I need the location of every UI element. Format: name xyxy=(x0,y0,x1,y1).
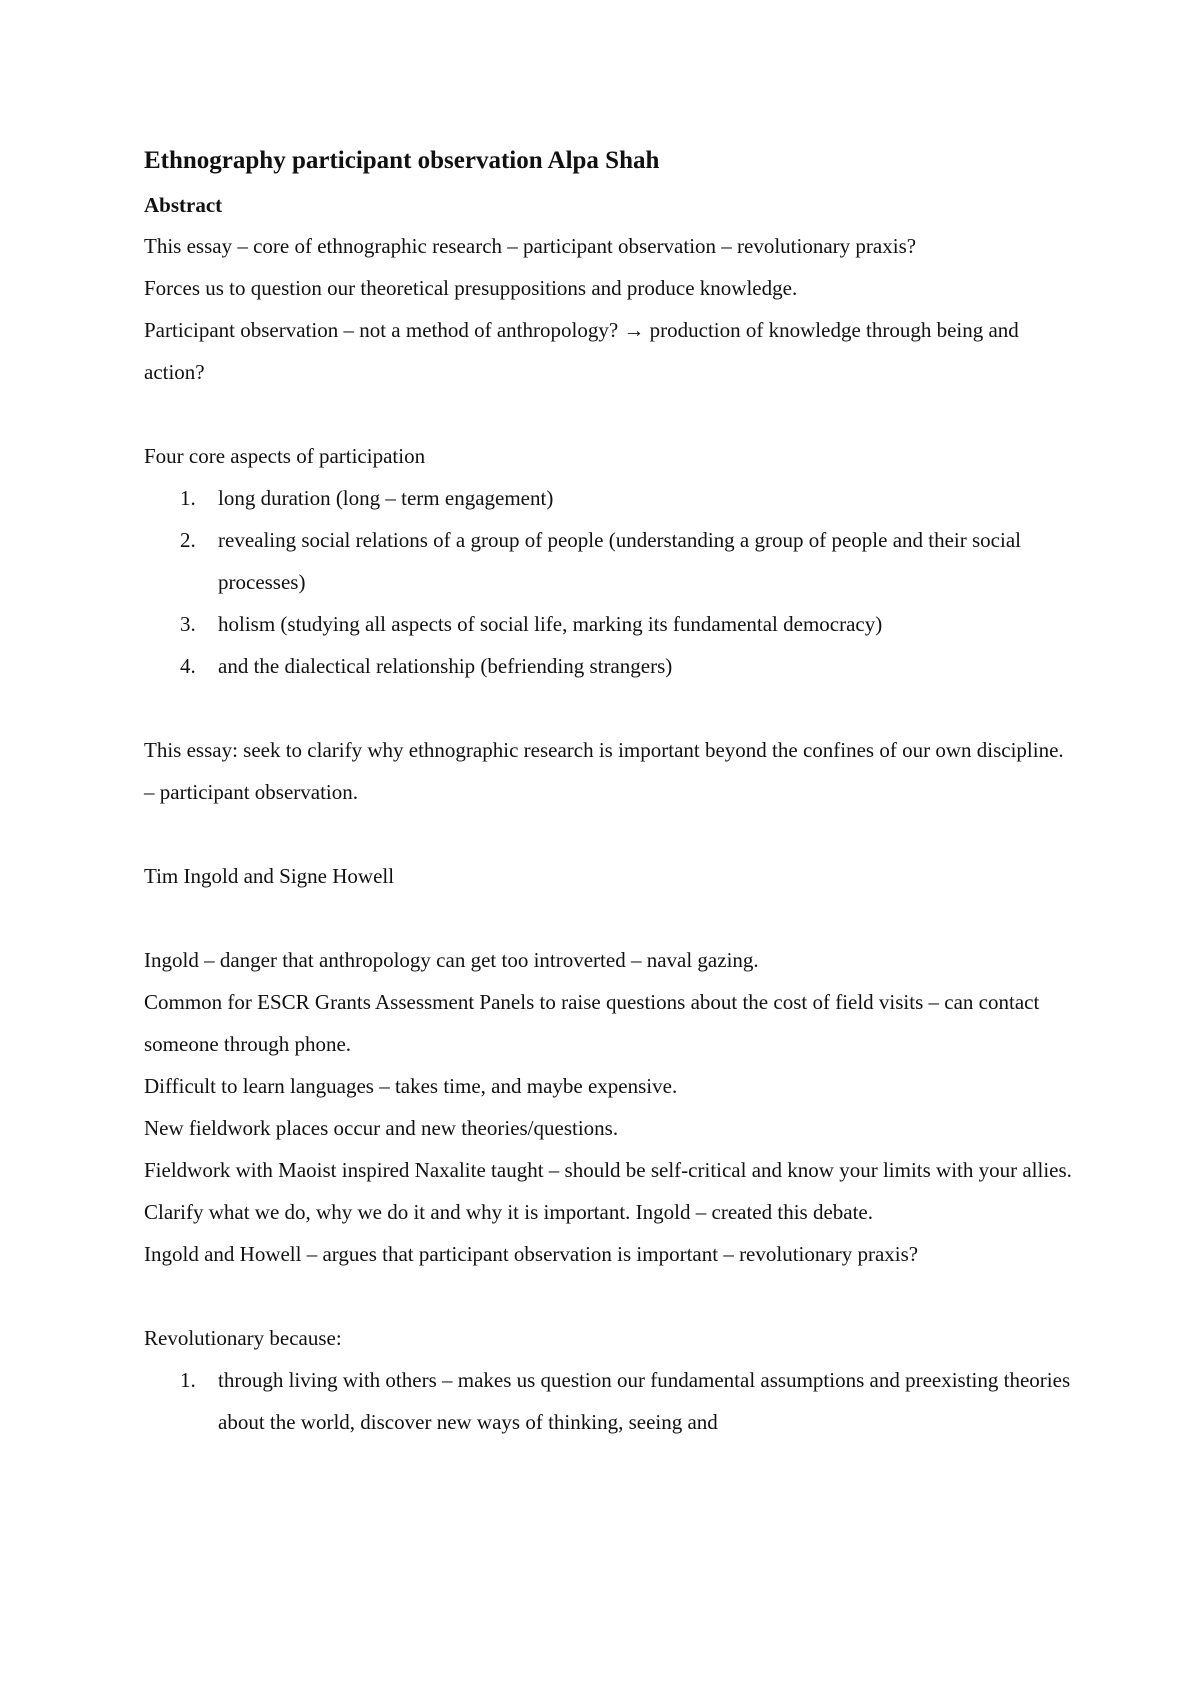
paragraph-line: Clarify what we do, why we do it and why it is important. Ingold – created this debate. xyxy=(144,1200,874,1224)
list-number: 3. xyxy=(180,612,196,636)
list-item-text: long duration (long – term engagement) xyxy=(218,486,554,510)
revolutionary-list xyxy=(144,1359,1074,1443)
abstract-line: Forces us to question our theoretical presuppositions and produce knowledge. xyxy=(144,276,798,300)
list-number: 4. xyxy=(180,654,196,678)
list-number: 2. xyxy=(180,528,196,552)
document-body xyxy=(144,141,1074,1443)
ingold-section xyxy=(144,939,1074,1275)
abstract-section xyxy=(144,225,1074,393)
aspects-intro: Four core aspects of participation xyxy=(144,444,426,468)
abstract-heading: Abstract xyxy=(144,193,223,217)
blank-line xyxy=(144,813,1074,855)
blank-line xyxy=(144,1275,1074,1317)
list-item xyxy=(144,1359,1074,1443)
blank-line xyxy=(144,897,1074,939)
aspects-list xyxy=(144,477,1074,687)
list-number: 1. xyxy=(180,1368,196,1392)
paragraph-line: Difficult to learn languages – takes time, and maybe expensive. xyxy=(144,1074,678,1098)
list-item-text: through living with others – makes us question our fundamental assumptions and preexisting theories about the world, discover new ways of thinking, seeing and xyxy=(218,1368,1071,1434)
paragraph-line: Fieldwork with Maoist inspired Naxalite taught – should be self-critical and know your limits with your allies. xyxy=(144,1158,1072,1182)
blank-line xyxy=(144,393,1074,435)
list-item xyxy=(144,519,1074,603)
list-item xyxy=(144,645,1074,687)
essay-aim-paragraph: This essay: seek to clarify why ethnographic research is important beyond the confines of our own discipline. – participant observation. xyxy=(144,738,1064,804)
abstract-line: This essay – core of ethnographic research – participant observation – revolutionary praxis? xyxy=(144,234,917,258)
document-title: Ethnography participant observation Alpa Shah xyxy=(144,147,660,174)
paragraph-line: Ingold and Howell – argues that participant observation is important – revolutionary praxis? xyxy=(144,1242,919,1266)
list-item-text: revealing social relations of a group of people (understanding a group of people and their social processes) xyxy=(218,528,1021,594)
list-item-text: holism (studying all aspects of social life, marking its fundamental democracy) xyxy=(218,612,883,636)
list-number: 1. xyxy=(180,486,196,510)
paragraph-line: New fieldwork places occur and new theories/questions. xyxy=(144,1116,619,1140)
revolutionary-intro: Revolutionary because: xyxy=(144,1326,342,1350)
list-item-text: and the dialectical relationship (befriending strangers) xyxy=(218,654,673,678)
abstract-line: Participant observation – not a method of anthropology? → production of knowledge through being and action? xyxy=(144,318,1019,384)
blank-line xyxy=(144,687,1074,729)
list-item xyxy=(144,603,1074,645)
list-item xyxy=(144,477,1074,519)
authors-line: Tim Ingold and Signe Howell xyxy=(144,864,395,888)
paragraph-line: Ingold – danger that anthropology can get too introverted – naval gazing. xyxy=(144,948,759,972)
paragraph-line: Common for ESCR Grants Assessment Panels to raise questions about the cost of field visits – can contact someone through phone. xyxy=(144,990,1040,1056)
